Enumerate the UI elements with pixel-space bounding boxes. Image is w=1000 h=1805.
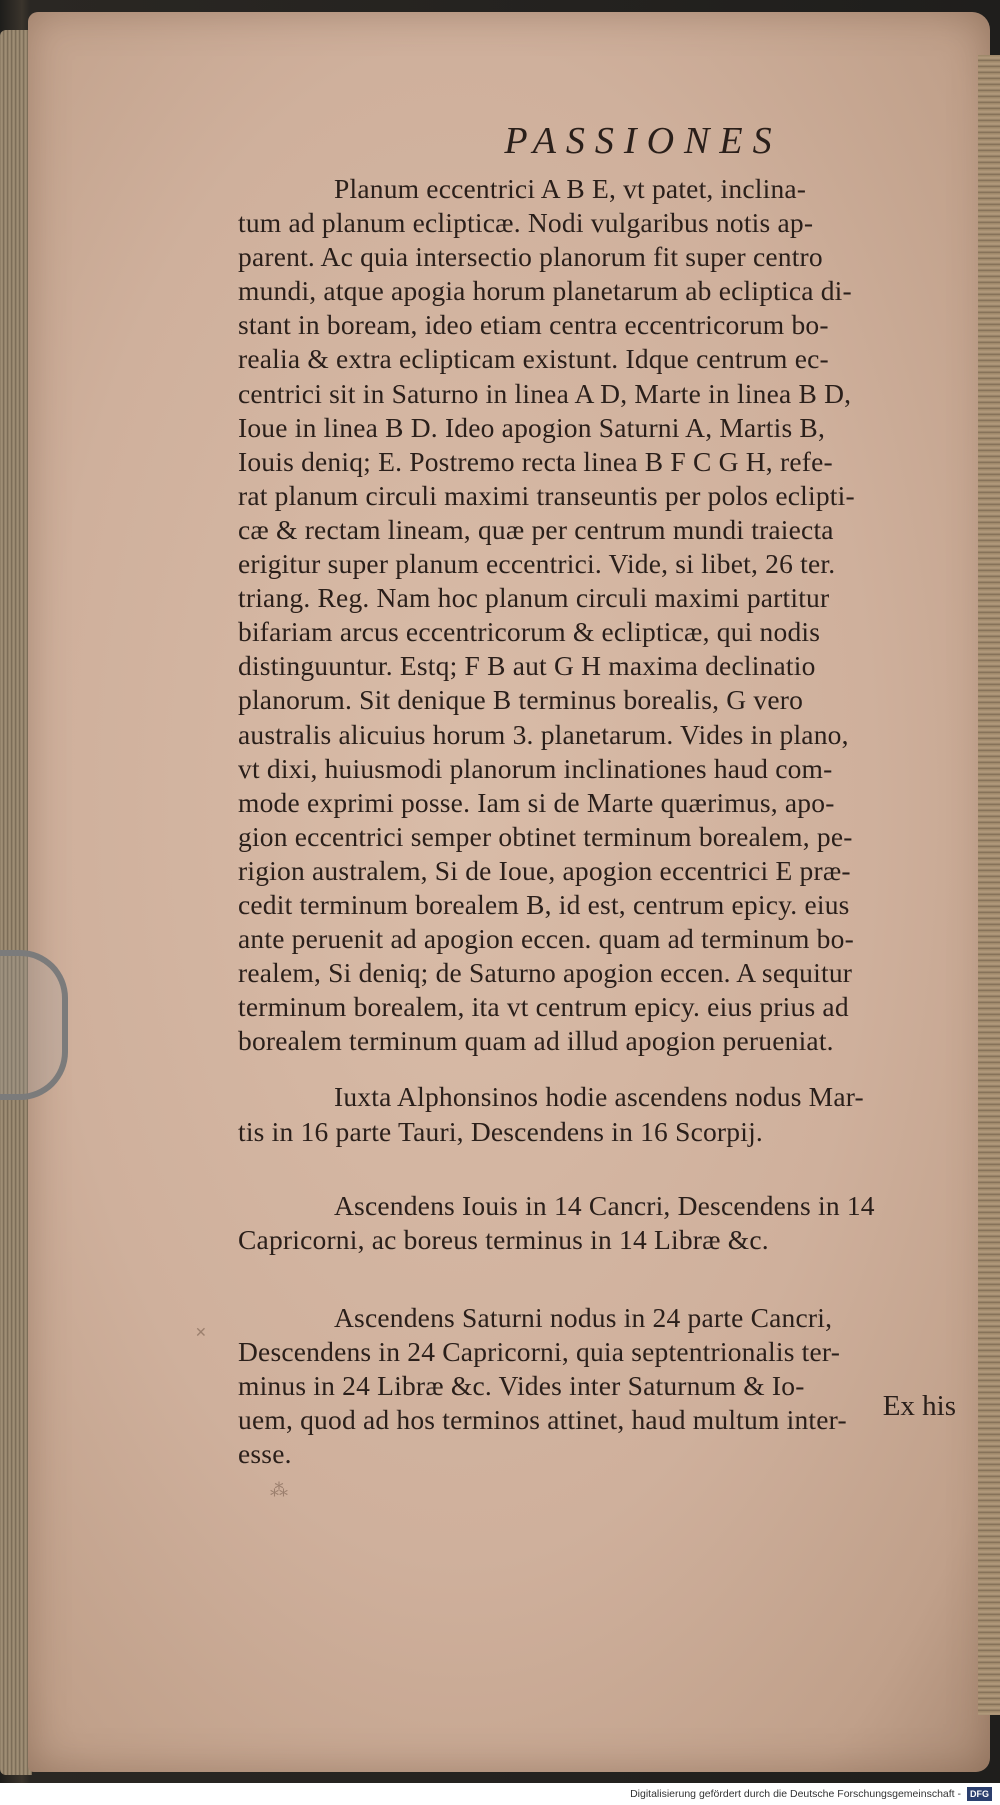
text-line: rigion australem, Si de Ioue, apogion eccentrici E præ- <box>238 854 851 886</box>
paragraph-2 <box>238 1080 958 1148</box>
text-line: cæ & rectam lineam, quæ per centrum mundi traiecta <box>238 513 834 545</box>
text-line: cedit terminum borealem B, id est, centrum epicy. eius <box>238 888 850 920</box>
text-line: Ascendens Iouis in 14 Cancri, Descendens in 14 <box>334 1189 875 1221</box>
text-line: realia & extra eclipticam existunt. Idque centrum ec- <box>238 343 829 375</box>
text-line: rat planum circuli maximi transeuntis per polos eclipti- <box>238 479 855 511</box>
text-line: mundi, atque apogia horum planetarum ab ecliptica di- <box>238 275 852 307</box>
text-line: terminum borealem, ita vt centrum epicy. eius prius ad <box>238 991 849 1023</box>
text-line: borealem terminum quam ad illud apogion perueniat. <box>238 1025 834 1057</box>
text-line: minus in 24 Libræ &c. Vides inter Saturnum & Io- <box>238 1370 805 1401</box>
text-line: Ascendens Saturni nodus in 24 parte Cancri, <box>334 1301 833 1333</box>
text-line: realem, Si deniq; de Saturno apogion eccen. A sequitur <box>238 957 853 989</box>
text-line: Ioue in linea B D. Ideo apogion Saturni A, Martis B, <box>238 411 826 443</box>
text-line: tum ad planum eclipticæ. Nodi vulgaribus notis ap- <box>238 207 814 239</box>
page-clip <box>0 950 68 1100</box>
text-line: vt dixi, huiusmodi planorum inclinationes haud com- <box>238 752 833 784</box>
text-line: Capricorni, ac boreus terminus in 14 Libræ &c. <box>238 1223 769 1255</box>
text-line: stant in boream, ideo etiam centra eccentricorum bo- <box>238 309 829 341</box>
paragraph-4 <box>238 1301 958 1471</box>
text-line: australis alicuius horum 3. planetarum. Vides in plano, <box>238 718 849 750</box>
dfg-logo-icon: DFG <box>967 1787 992 1801</box>
text-line: distinguuntur. Estq; F B aut G H maxima declinatio <box>238 650 816 682</box>
text-line: Descendens in 24 Capricorni, quia septentrionalis ter- <box>238 1335 841 1367</box>
text-line: uem, quod ad hos terminos attinet, haud multum inter- <box>238 1404 847 1436</box>
text-line: mode exprimi posse. Iam si de Marte quærimus, apo- <box>238 786 835 818</box>
catchword: Ex his <box>882 1390 956 1422</box>
footer-text: Digitalisierung gefördert durch die Deutsche Forschungsgemeinschaft - <box>630 1788 961 1800</box>
text-line: centrici sit in Saturno in linea A D, Marte in linea B D, <box>238 377 852 409</box>
text-line: planorum. Sit denique B terminus borealis, G vero <box>238 684 804 716</box>
running-head: PASSIONES <box>504 120 782 162</box>
text-line: esse. <box>238 1438 292 1470</box>
footer-attribution <box>0 1783 1000 1805</box>
text-line: gion eccentrici semper obtinet terminum borealem, pe- <box>238 820 853 852</box>
paragraph-3 <box>238 1189 958 1257</box>
text-line: erigitur super planum eccentrici. Vide, si libet, 26 ter. <box>238 548 836 580</box>
paragraph-1 <box>238 172 958 1058</box>
text-line: Iouis deniq; E. Postremo recta linea B F C G H, refe- <box>238 445 833 477</box>
text-line: triang. Reg. Nam hoc planum circuli maximi partitur <box>238 582 830 614</box>
text-line: bifariam arcus eccentricorum & eclipticæ, qui nodis <box>238 616 821 648</box>
page-text-block <box>238 118 958 1471</box>
text-line: ante peruenit ad apogion eccen. quam ad terminum bo- <box>238 923 854 955</box>
text-line: Planum eccentrici A B E, vt patet, inclina- <box>334 173 807 204</box>
book-edge-right <box>978 55 1000 1715</box>
ink-blot-mark: ⁂ <box>270 1480 288 1501</box>
ink-blot-mark: ✕ <box>195 1325 207 1341</box>
text-line: Iuxta Alphonsinos hodie ascendens nodus Mar- <box>334 1081 864 1113</box>
text-line: parent. Ac quia intersectio planorum fit super centro <box>238 241 823 273</box>
text-line: tis in 16 parte Tauri, Descendens in 16 Scorpij. <box>238 1115 763 1147</box>
